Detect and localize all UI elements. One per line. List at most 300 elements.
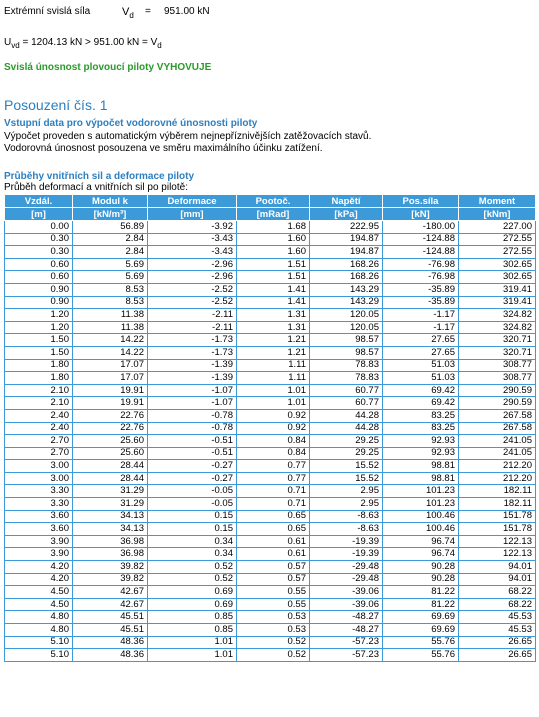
cell-shear-force: 100.46 <box>383 523 459 536</box>
header-moment: Moment <box>459 195 536 208</box>
table-row <box>5 422 536 435</box>
cell-rotation: 1.31 <box>237 309 310 322</box>
cell-shear-force: 69.69 <box>383 611 459 624</box>
cell-modulus: 48.36 <box>73 649 148 662</box>
cell-rotation: 1.60 <box>237 233 310 246</box>
cell-modulus: 36.98 <box>73 548 148 561</box>
cell-distance: 4.80 <box>5 611 73 624</box>
cell-shear-force: 55.76 <box>383 649 459 662</box>
cell-modulus: 17.07 <box>73 372 148 385</box>
cell-modulus: 14.22 <box>73 346 148 359</box>
unit-distance: [m] <box>5 208 73 221</box>
table-row <box>5 309 536 322</box>
table-row <box>5 472 536 485</box>
cell-shear-force: 83.25 <box>383 422 459 435</box>
cell-modulus: 2.84 <box>73 233 148 246</box>
cell-modulus: 39.82 <box>73 561 148 574</box>
cell-stress: 78.83 <box>310 359 383 372</box>
cell-rotation: 0.77 <box>237 472 310 485</box>
cell-deformation: 1.01 <box>148 636 237 649</box>
cell-moment: 319.41 <box>459 296 536 309</box>
cell-distance: 3.60 <box>5 510 73 523</box>
table-header-row <box>5 195 536 208</box>
table-row <box>5 346 536 359</box>
cell-rotation: 1.21 <box>237 346 310 359</box>
cell-distance: 0.00 <box>5 221 73 234</box>
cell-shear-force: 92.93 <box>383 447 459 460</box>
table-row <box>5 271 536 284</box>
cell-moment: 122.13 <box>459 548 536 561</box>
cell-distance: 4.50 <box>5 598 73 611</box>
cell-modulus: 19.91 <box>73 384 148 397</box>
cell-shear-force: 27.65 <box>383 346 459 359</box>
cell-shear-force: 69.42 <box>383 397 459 410</box>
cell-rotation: 1.21 <box>237 334 310 347</box>
table-row <box>5 460 536 473</box>
cell-moment: 212.20 <box>459 472 536 485</box>
cell-rotation: 1.68 <box>237 221 310 234</box>
cell-modulus: 8.53 <box>73 296 148 309</box>
header-shear-force: Pos.síla <box>383 195 459 208</box>
cell-shear-force: 101.23 <box>383 485 459 498</box>
cell-deformation: -1.39 <box>148 359 237 372</box>
cell-shear-force: -124.88 <box>383 246 459 259</box>
cell-rotation: 0.52 <box>237 649 310 662</box>
cell-shear-force: 51.03 <box>383 359 459 372</box>
cell-deformation: -0.78 <box>148 422 237 435</box>
cell-modulus: 34.13 <box>73 523 148 536</box>
cell-moment: 212.20 <box>459 460 536 473</box>
cell-deformation: -3.43 <box>148 233 237 246</box>
cell-shear-force: 69.69 <box>383 624 459 637</box>
cell-shear-force: 69.42 <box>383 384 459 397</box>
cell-deformation: 0.34 <box>148 535 237 548</box>
cell-deformation: -1.07 <box>148 397 237 410</box>
cell-stress: 120.05 <box>310 309 383 322</box>
cell-stress: 194.87 <box>310 246 383 259</box>
table-row <box>5 498 536 511</box>
cell-rotation: 0.53 <box>237 624 310 637</box>
cell-stress: -8.63 <box>310 523 383 536</box>
cell-modulus: 25.60 <box>73 447 148 460</box>
deformation-forces-table <box>4 194 536 662</box>
cell-distance: 0.30 <box>5 233 73 246</box>
cell-modulus: 56.89 <box>73 221 148 234</box>
cell-rotation: 1.41 <box>237 296 310 309</box>
cell-stress: -19.39 <box>310 548 383 561</box>
cell-stress: -57.23 <box>310 649 383 662</box>
cell-distance: 1.80 <box>5 372 73 385</box>
cell-deformation: -2.52 <box>148 283 237 296</box>
cell-rotation: 1.51 <box>237 258 310 271</box>
cell-distance: 4.20 <box>5 573 73 586</box>
cell-modulus: 36.98 <box>73 535 148 548</box>
table-row <box>5 384 536 397</box>
cell-moment: 45.53 <box>459 624 536 637</box>
cell-moment: 272.55 <box>459 246 536 259</box>
cell-shear-force: -35.89 <box>383 283 459 296</box>
cell-deformation: -2.52 <box>148 296 237 309</box>
cell-stress: 15.52 <box>310 472 383 485</box>
cell-rotation: 1.51 <box>237 271 310 284</box>
cell-distance: 3.00 <box>5 472 73 485</box>
cell-deformation: -1.39 <box>148 372 237 385</box>
cell-distance: 3.30 <box>5 498 73 511</box>
cell-distance: 3.60 <box>5 523 73 536</box>
cell-rotation: 0.53 <box>237 611 310 624</box>
table-row <box>5 435 536 448</box>
comparison-prefix: U <box>4 37 12 48</box>
cell-rotation: 1.31 <box>237 321 310 334</box>
cell-shear-force: -1.17 <box>383 309 459 322</box>
cell-stress: -57.23 <box>310 636 383 649</box>
cell-distance: 0.30 <box>5 246 73 259</box>
cell-shear-force: -76.98 <box>383 271 459 284</box>
cell-shear-force: 81.22 <box>383 598 459 611</box>
cell-modulus: 39.82 <box>73 573 148 586</box>
cell-moment: 272.55 <box>459 233 536 246</box>
force-label: Extrémní svislá síla <box>4 6 91 17</box>
cell-shear-force: 96.74 <box>383 548 459 561</box>
unit-moment: [kNm] <box>459 208 536 221</box>
cell-stress: 168.26 <box>310 258 383 271</box>
header-stress: Napětí <box>310 195 383 208</box>
table-row <box>5 485 536 498</box>
cell-moment: 45.53 <box>459 611 536 624</box>
cell-shear-force: -1.17 <box>383 321 459 334</box>
force-symbol-sub: d <box>129 11 134 21</box>
table-row <box>5 636 536 649</box>
cell-rotation: 1.41 <box>237 283 310 296</box>
cell-stress: 120.05 <box>310 321 383 334</box>
cell-moment: 94.01 <box>459 561 536 574</box>
header-deformation: Deformace <box>148 195 237 208</box>
cell-moment: 324.82 <box>459 309 536 322</box>
cell-distance: 2.10 <box>5 397 73 410</box>
cell-deformation: -2.96 <box>148 258 237 271</box>
cell-distance: 2.40 <box>5 409 73 422</box>
cell-stress: 44.28 <box>310 422 383 435</box>
cell-stress: -39.06 <box>310 598 383 611</box>
cell-deformation: 0.52 <box>148 573 237 586</box>
unit-shear-force: [kN] <box>383 208 459 221</box>
table-row <box>5 397 536 410</box>
input-data-line-1: Výpočet proveden s automatickým výběrem nejnepříznivějších zatěžovacích stavů. <box>4 131 372 142</box>
cell-rotation: 0.55 <box>237 586 310 599</box>
cell-modulus: 45.51 <box>73 624 148 637</box>
cell-distance: 3.90 <box>5 548 73 561</box>
table-row <box>5 598 536 611</box>
cell-stress: 143.29 <box>310 296 383 309</box>
unit-rotation: [mRad] <box>237 208 310 221</box>
verdict-text: Svislá únosnost plovoucí piloty VYHOVUJE <box>4 62 212 73</box>
cell-deformation: -0.51 <box>148 447 237 460</box>
table-row <box>5 296 536 309</box>
cell-shear-force: -76.98 <box>383 258 459 271</box>
cell-modulus: 11.38 <box>73 309 148 322</box>
force-symbol-main: V <box>122 6 130 18</box>
cell-deformation: -1.73 <box>148 346 237 359</box>
comparison-text: = 1204.13 kN > 951.00 kN = V <box>19 37 158 48</box>
cell-rotation: 1.01 <box>237 384 310 397</box>
cell-modulus: 42.67 <box>73 586 148 599</box>
table-caption: Průběh deformací a vnitřních sil po pilotě: <box>4 182 188 193</box>
cell-moment: 290.59 <box>459 384 536 397</box>
cell-stress: -29.48 <box>310 573 383 586</box>
cell-distance: 4.80 <box>5 624 73 637</box>
table-units-row <box>5 208 536 221</box>
cell-rotation: 0.65 <box>237 523 310 536</box>
table-row <box>5 649 536 662</box>
cell-shear-force: 51.03 <box>383 372 459 385</box>
unit-modulus: [kN/m³] <box>73 208 148 221</box>
force-value: 951.00 kN <box>164 6 210 17</box>
cell-modulus: 22.76 <box>73 409 148 422</box>
cell-deformation: -0.51 <box>148 435 237 448</box>
cell-stress: -29.48 <box>310 561 383 574</box>
graphs-heading: Průběhy vnitřních sil a deformace piloty <box>4 171 195 182</box>
cell-stress: 29.25 <box>310 447 383 460</box>
cell-distance: 2.40 <box>5 422 73 435</box>
cell-stress: 60.77 <box>310 397 383 410</box>
cell-stress: 15.52 <box>310 460 383 473</box>
cell-rotation: 0.57 <box>237 561 310 574</box>
cell-distance: 1.80 <box>5 359 73 372</box>
cell-distance: 4.20 <box>5 561 73 574</box>
cell-shear-force: -35.89 <box>383 296 459 309</box>
cell-rotation: 0.61 <box>237 548 310 561</box>
cell-rotation: 0.92 <box>237 409 310 422</box>
cell-stress: 143.29 <box>310 283 383 296</box>
cell-deformation: -0.27 <box>148 472 237 485</box>
cell-moment: 324.82 <box>459 321 536 334</box>
cell-distance: 2.70 <box>5 435 73 448</box>
cell-deformation: 0.34 <box>148 548 237 561</box>
cell-stress: 222.95 <box>310 221 383 234</box>
cell-modulus: 5.69 <box>73 258 148 271</box>
cell-modulus: 17.07 <box>73 359 148 372</box>
cell-shear-force: 98.81 <box>383 472 459 485</box>
cell-stress: 29.25 <box>310 435 383 448</box>
cell-distance: 4.50 <box>5 586 73 599</box>
cell-distance: 3.90 <box>5 535 73 548</box>
comparison-prefix-sub: vd <box>11 41 20 50</box>
table-row <box>5 372 536 385</box>
cell-deformation: 0.69 <box>148 586 237 599</box>
input-data-line-2: Vodorovná únosnost posouzena ve směru maximálního účinku zatížení. <box>4 143 323 154</box>
cell-moment: 241.05 <box>459 435 536 448</box>
cell-rotation: 1.01 <box>237 397 310 410</box>
cell-rotation: 0.92 <box>237 422 310 435</box>
cell-distance: 5.10 <box>5 649 73 662</box>
cell-stress: 2.95 <box>310 498 383 511</box>
cell-stress: -19.39 <box>310 535 383 548</box>
table-row <box>5 523 536 536</box>
cell-stress: -8.63 <box>310 510 383 523</box>
cell-moment: 267.58 <box>459 422 536 435</box>
header-distance: Vzdál. <box>5 195 73 208</box>
cell-modulus: 11.38 <box>73 321 148 334</box>
cell-modulus: 34.13 <box>73 510 148 523</box>
table-row <box>5 359 536 372</box>
cell-distance: 1.50 <box>5 334 73 347</box>
table-row <box>5 409 536 422</box>
cell-modulus: 2.84 <box>73 246 148 259</box>
cell-rotation: 0.55 <box>237 598 310 611</box>
cell-rotation: 0.61 <box>237 535 310 548</box>
cell-deformation: 0.85 <box>148 624 237 637</box>
cell-distance: 2.70 <box>5 447 73 460</box>
cell-deformation: -2.11 <box>148 321 237 334</box>
cell-stress: 60.77 <box>310 384 383 397</box>
cell-moment: 182.11 <box>459 485 536 498</box>
cell-stress: 168.26 <box>310 271 383 284</box>
section-title: Posouzení čís. 1 <box>4 97 108 113</box>
cell-distance: 1.50 <box>5 346 73 359</box>
cell-moment: 68.22 <box>459 598 536 611</box>
cell-shear-force: 101.23 <box>383 498 459 511</box>
cell-shear-force: 96.74 <box>383 535 459 548</box>
cell-moment: 182.11 <box>459 498 536 511</box>
cell-shear-force: 83.25 <box>383 409 459 422</box>
cell-modulus: 31.29 <box>73 498 148 511</box>
table-row <box>5 586 536 599</box>
cell-stress: 2.95 <box>310 485 383 498</box>
table-row <box>5 611 536 624</box>
cell-stress: 44.28 <box>310 409 383 422</box>
cell-deformation: -0.05 <box>148 498 237 511</box>
cell-modulus: 28.44 <box>73 460 148 473</box>
cell-moment: 122.13 <box>459 535 536 548</box>
cell-moment: 320.71 <box>459 334 536 347</box>
cell-deformation: -0.78 <box>148 409 237 422</box>
cell-distance: 5.10 <box>5 636 73 649</box>
table-row <box>5 561 536 574</box>
cell-deformation: -1.07 <box>148 384 237 397</box>
cell-modulus: 42.67 <box>73 598 148 611</box>
equals-sign: = <box>145 6 151 17</box>
cell-stress: 194.87 <box>310 233 383 246</box>
cell-deformation: -2.11 <box>148 309 237 322</box>
cell-rotation: 1.60 <box>237 246 310 259</box>
cell-moment: 94.01 <box>459 573 536 586</box>
table-row <box>5 447 536 460</box>
cell-deformation: -2.96 <box>148 271 237 284</box>
cell-deformation: -1.73 <box>148 334 237 347</box>
cell-moment: 267.58 <box>459 409 536 422</box>
cell-rotation: 0.71 <box>237 485 310 498</box>
cell-distance: 0.60 <box>5 271 73 284</box>
cell-moment: 320.71 <box>459 346 536 359</box>
cell-shear-force: 55.76 <box>383 636 459 649</box>
cell-moment: 308.77 <box>459 359 536 372</box>
cell-shear-force: 98.81 <box>383 460 459 473</box>
table-body <box>5 221 536 662</box>
comparison-suffix-sub: d <box>157 41 162 50</box>
cell-stress: 98.57 <box>310 334 383 347</box>
table-row <box>5 624 536 637</box>
cell-rotation: 1.11 <box>237 372 310 385</box>
cell-deformation: 0.85 <box>148 611 237 624</box>
cell-modulus: 45.51 <box>73 611 148 624</box>
table-row <box>5 233 536 246</box>
cell-distance: 1.20 <box>5 309 73 322</box>
cell-moment: 302.65 <box>459 271 536 284</box>
cell-stress: 98.57 <box>310 346 383 359</box>
table-row <box>5 246 536 259</box>
cell-shear-force: -180.00 <box>383 221 459 234</box>
cell-rotation: 1.11 <box>237 359 310 372</box>
cell-distance: 2.10 <box>5 384 73 397</box>
cell-distance: 1.20 <box>5 321 73 334</box>
cell-stress: -48.27 <box>310 624 383 637</box>
cell-rotation: 0.84 <box>237 447 310 460</box>
cell-deformation: -0.05 <box>148 485 237 498</box>
table-row <box>5 283 536 296</box>
cell-shear-force: 92.93 <box>383 435 459 448</box>
table-row <box>5 321 536 334</box>
cell-deformation: -3.92 <box>148 221 237 234</box>
unit-deformation: [mm] <box>148 208 237 221</box>
cell-deformation: 1.01 <box>148 649 237 662</box>
table-row <box>5 334 536 347</box>
input-data-heading: Vstupní data pro výpočet vodorovné únosnosti piloty <box>4 118 258 129</box>
cell-rotation: 0.71 <box>237 498 310 511</box>
capacity-comparison <box>4 37 162 50</box>
force-symbol <box>122 6 134 20</box>
cell-shear-force: 100.46 <box>383 510 459 523</box>
cell-shear-force: 90.28 <box>383 573 459 586</box>
cell-distance: 3.00 <box>5 460 73 473</box>
cell-modulus: 14.22 <box>73 334 148 347</box>
header-rotation: Pootoč. <box>237 195 310 208</box>
cell-modulus: 22.76 <box>73 422 148 435</box>
cell-modulus: 19.91 <box>73 397 148 410</box>
cell-modulus: 25.60 <box>73 435 148 448</box>
cell-moment: 227.00 <box>459 221 536 234</box>
cell-moment: 26.65 <box>459 636 536 649</box>
cell-deformation: -0.27 <box>148 460 237 473</box>
cell-modulus: 28.44 <box>73 472 148 485</box>
cell-moment: 151.78 <box>459 523 536 536</box>
cell-shear-force: 81.22 <box>383 586 459 599</box>
table-row <box>5 548 536 561</box>
cell-stress: -39.06 <box>310 586 383 599</box>
header-modulus: Modul k <box>73 195 148 208</box>
cell-moment: 290.59 <box>459 397 536 410</box>
cell-deformation: -3.43 <box>148 246 237 259</box>
cell-deformation: 0.15 <box>148 510 237 523</box>
unit-stress: [kPa] <box>310 208 383 221</box>
table-row <box>5 221 536 234</box>
cell-distance: 0.90 <box>5 296 73 309</box>
cell-modulus: 48.36 <box>73 636 148 649</box>
cell-shear-force: 27.65 <box>383 334 459 347</box>
cell-rotation: 0.65 <box>237 510 310 523</box>
cell-modulus: 5.69 <box>73 271 148 284</box>
cell-deformation: 0.69 <box>148 598 237 611</box>
cell-rotation: 0.77 <box>237 460 310 473</box>
table-row <box>5 510 536 523</box>
cell-moment: 26.65 <box>459 649 536 662</box>
cell-moment: 151.78 <box>459 510 536 523</box>
cell-rotation: 0.52 <box>237 636 310 649</box>
cell-stress: -48.27 <box>310 611 383 624</box>
cell-modulus: 31.29 <box>73 485 148 498</box>
table-row <box>5 573 536 586</box>
cell-moment: 308.77 <box>459 372 536 385</box>
cell-rotation: 0.84 <box>237 435 310 448</box>
